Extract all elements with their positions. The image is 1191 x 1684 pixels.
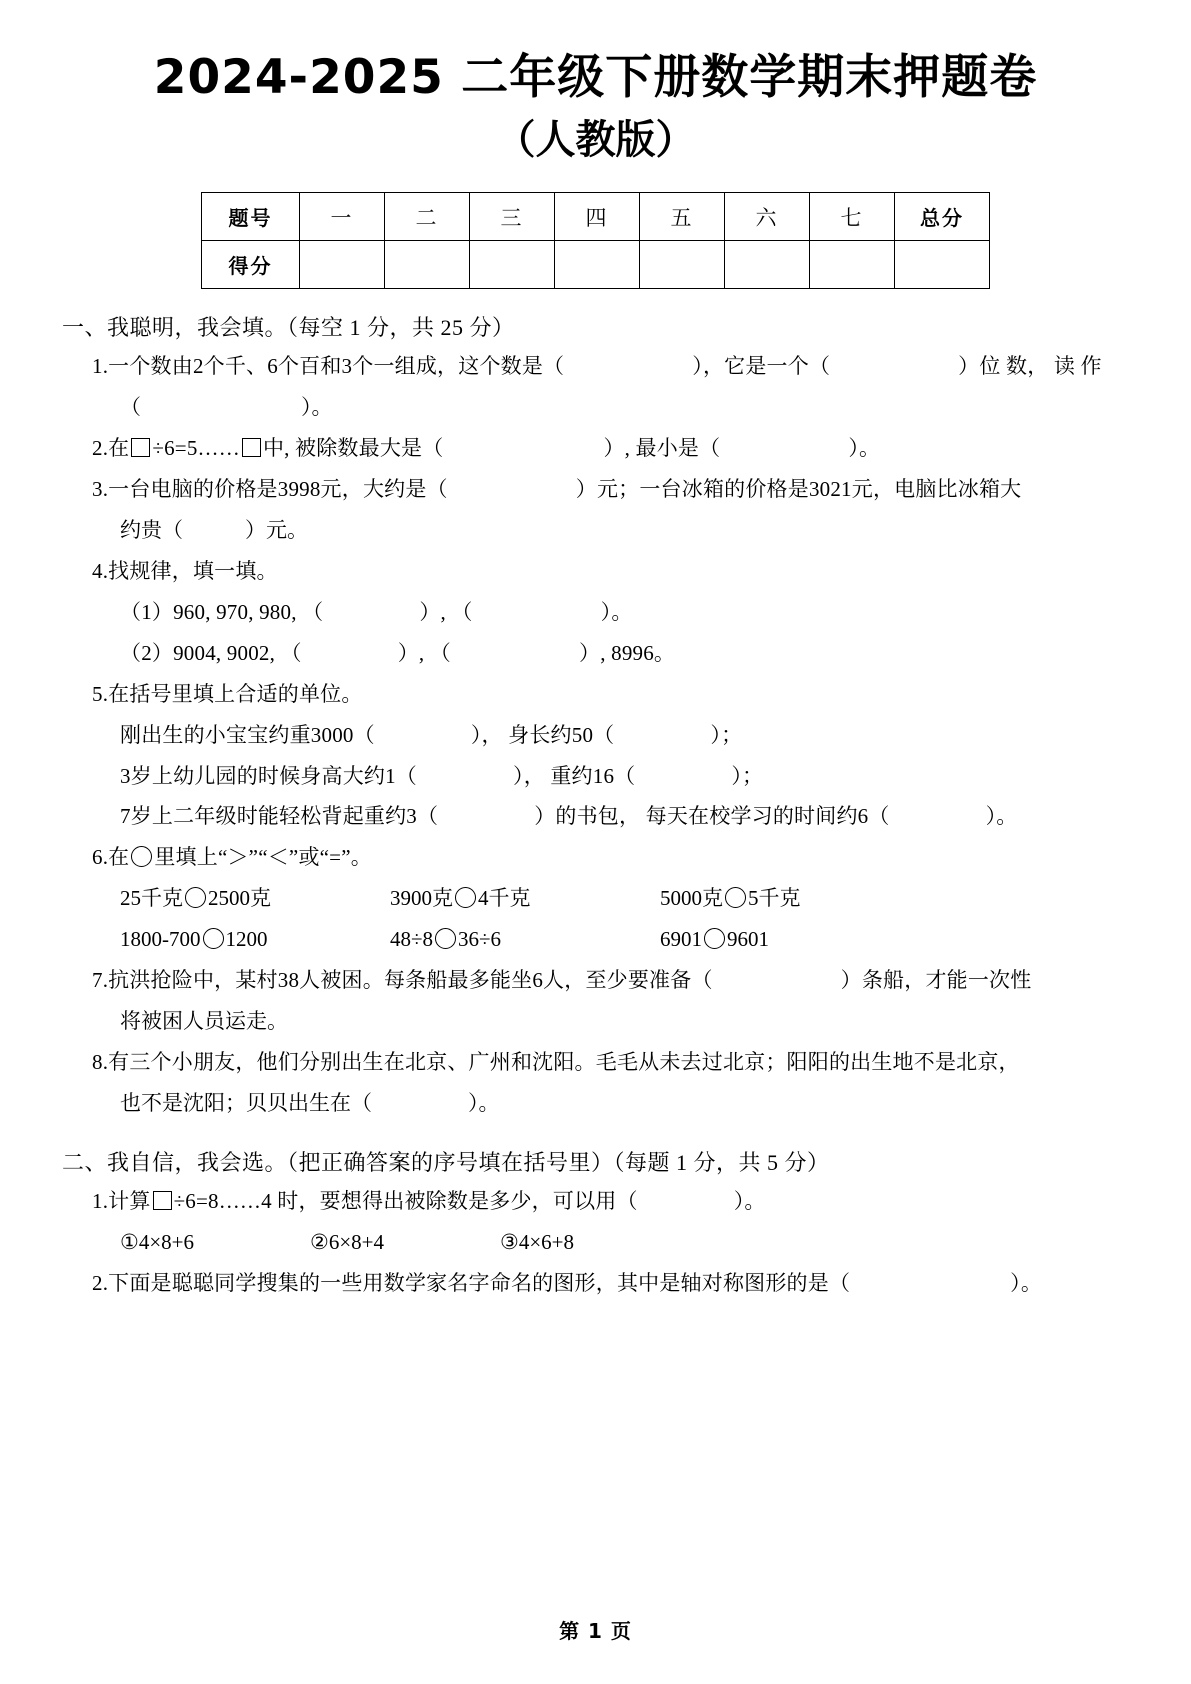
q1-5-sub3-a: 7岁上二年级时能轻松背起重约3（ bbox=[120, 804, 439, 829]
score-cell-1[interactable] bbox=[300, 241, 385, 289]
question-1-1-line2 bbox=[120, 387, 1129, 428]
q2-2-text-b: ）。 bbox=[1010, 1270, 1043, 1295]
q2-1-text-b: ÷6=8……4 时，要想得出被除数是多少，可以用（ bbox=[173, 1188, 638, 1213]
question-1-3-line2 bbox=[120, 510, 1129, 551]
q1-6-text-a: 6.在 bbox=[92, 845, 130, 870]
score-table-wrap bbox=[62, 192, 1129, 289]
question-1-3 bbox=[92, 469, 1129, 510]
q1-7-text-a: 7.抗洪抢险中，某村38人被困。每条船最多能坐6人，至少要准备（ bbox=[92, 968, 713, 993]
q1-4-sub2-a: （2）9004, 9002, （ bbox=[120, 640, 302, 665]
cmp-3-left: 5000克 bbox=[660, 886, 723, 911]
score-table-row-label: 题号 bbox=[202, 193, 300, 241]
box-placeholder-icon bbox=[242, 438, 261, 457]
question-1-5-sub2 bbox=[120, 756, 1129, 797]
compare-item-4[interactable] bbox=[120, 919, 390, 960]
q1-2-text-d: ）, 最小是（ bbox=[603, 436, 721, 461]
table-row bbox=[202, 241, 990, 289]
q1-7-text-b: ）条船，才能一次性 bbox=[840, 968, 1032, 993]
table-row bbox=[202, 193, 990, 241]
question-1-6-row1 bbox=[120, 878, 1129, 919]
section-heading-2: 二、我自信，我会选。（把正确答案的序号填在括号里）（每题 1 分，共 5 分） bbox=[62, 1149, 830, 1175]
question-1-8: 8.有三个小朋友，他们分别出生在北京、广州和沈阳。毛毛从未去过北京；阳阳的出生地不是北京， bbox=[92, 1050, 1020, 1075]
q1-3-text-a: 3.一台电脑的价格是3998元，大约是（ bbox=[92, 476, 448, 501]
score-cell-total[interactable] bbox=[895, 241, 990, 289]
option-a[interactable]: ①4×8+6 bbox=[120, 1229, 195, 1254]
q1-5-sub2-c: ）； bbox=[731, 763, 764, 788]
circle-answer-blank[interactable] bbox=[203, 928, 224, 949]
q1-1-text-c: ）位 数， 读 作 bbox=[958, 354, 1102, 379]
cmp-2-right: 4千克 bbox=[478, 886, 531, 911]
q1-5-sub1-c: ）； bbox=[710, 722, 743, 747]
score-table bbox=[201, 192, 990, 289]
compare-item-3[interactable] bbox=[660, 878, 801, 919]
box-placeholder-icon bbox=[131, 438, 150, 457]
score-table-col-7: 七 bbox=[810, 193, 895, 241]
q2-2-text-a: 2.下面是聪聪同学搜集的一些用数学家名字命名的图形，其中是轴对称图形的是（ bbox=[92, 1270, 851, 1295]
question-1-1 bbox=[92, 346, 1129, 387]
option-b[interactable]: ②6×8+4 bbox=[310, 1229, 385, 1254]
score-table-col-2: 二 bbox=[385, 193, 470, 241]
question-1-5: 5.在括号里填上合适的单位。 bbox=[92, 681, 363, 706]
q1-2-text-c: 中, 被除数最大是（ bbox=[262, 436, 444, 461]
circle-placeholder-icon bbox=[131, 846, 152, 867]
page-title: 2024-2025 二年级下册数学期末押题卷 bbox=[153, 50, 1038, 105]
score-cell-5[interactable] bbox=[640, 241, 725, 289]
cmp-1-right: 2500克 bbox=[208, 886, 271, 911]
cmp-5-left: 48÷8 bbox=[390, 927, 434, 952]
q1-6-text-b: 里填上“＞”“＜”或“=”。 bbox=[154, 845, 372, 870]
q1-5-sub3-b: ）的书包， 每天在校学习的时间约6（ bbox=[534, 804, 890, 829]
question-1-2 bbox=[92, 428, 1129, 469]
compare-item-2[interactable] bbox=[390, 878, 660, 919]
score-table-col-5: 五 bbox=[640, 193, 725, 241]
cmp-6-right: 9601 bbox=[727, 927, 769, 952]
q1-5-sub1-b: ）， 身长约50（ bbox=[470, 722, 615, 747]
cmp-5-right: 36÷6 bbox=[458, 927, 502, 952]
circle-answer-blank[interactable] bbox=[704, 928, 725, 949]
question-1-7 bbox=[92, 960, 1129, 1001]
compare-item-1[interactable] bbox=[120, 878, 390, 919]
question-1-5-sub1 bbox=[120, 715, 1129, 756]
question-1-6 bbox=[92, 837, 1129, 878]
q1-4-sub1-c: ）。 bbox=[600, 599, 633, 624]
q1-5-sub1-a: 刚出生的小宝宝约重3000（ bbox=[120, 722, 375, 747]
score-table-col-4: 四 bbox=[555, 193, 640, 241]
q1-5-sub2-b: ）， 重约16（ bbox=[513, 763, 636, 788]
q1-1-text-b: ），它是一个（ bbox=[692, 354, 831, 379]
question-1-7-line2: 将被困人员运走。 bbox=[120, 1009, 288, 1034]
q1-3-text-c: 约贵（ bbox=[120, 517, 183, 542]
score-table-col-1: 一 bbox=[300, 193, 385, 241]
section-heading-1: 一、我聪明，我会填。（每空 1 分，共 25 分） bbox=[62, 315, 515, 341]
q1-2-text-e: ）。 bbox=[848, 436, 881, 461]
question-1-4-sub1 bbox=[120, 592, 1129, 633]
circle-answer-blank[interactable] bbox=[435, 928, 456, 949]
cmp-4-right: 1200 bbox=[225, 927, 268, 952]
cmp-1-left: 25千克 bbox=[120, 886, 183, 911]
score-cell-4[interactable] bbox=[555, 241, 640, 289]
q1-3-text-d: ）元。 bbox=[245, 517, 308, 542]
page-footer: 第 1 页 bbox=[559, 1619, 632, 1643]
question-2-1 bbox=[92, 1181, 1129, 1222]
q1-5-sub3-c: ）。 bbox=[985, 804, 1018, 829]
score-cell-6[interactable] bbox=[725, 241, 810, 289]
score-table-total-label: 总分 bbox=[895, 193, 990, 241]
compare-item-5[interactable] bbox=[390, 919, 660, 960]
compare-item-6[interactable] bbox=[660, 919, 769, 960]
q1-1-text-d: （ bbox=[120, 395, 141, 420]
score-cell-7[interactable] bbox=[810, 241, 895, 289]
cmp-3-right: 5千克 bbox=[748, 886, 801, 911]
q1-4-sub1-a: （1）960, 970, 980, （ bbox=[120, 599, 324, 624]
score-cell-2[interactable] bbox=[385, 241, 470, 289]
q1-4-sub1-b: ）, （ bbox=[419, 599, 473, 624]
option-c[interactable]: ③4×6+8 bbox=[500, 1229, 575, 1254]
q1-2-text-b: ÷6=5…… bbox=[152, 436, 240, 461]
question-2-1-options bbox=[120, 1222, 1129, 1263]
q1-2-text-a: 2.在 bbox=[92, 436, 130, 461]
score-cell-3[interactable] bbox=[470, 241, 555, 289]
question-2-2 bbox=[92, 1263, 1129, 1304]
circle-answer-blank[interactable] bbox=[725, 887, 746, 908]
score-table-row-label-2: 得分 bbox=[202, 241, 300, 289]
question-1-6-row2 bbox=[120, 919, 1129, 960]
q1-1-text-a: 1.一个数由2个千、6个百和3个一组成，这个数是（ bbox=[92, 354, 565, 379]
q1-4-sub2-c: ）, 8996。 bbox=[579, 640, 676, 665]
score-table-col-3: 三 bbox=[470, 193, 555, 241]
score-table-col-6: 六 bbox=[725, 193, 810, 241]
q1-1-text-e: ）。 bbox=[301, 395, 333, 420]
circle-answer-blank[interactable] bbox=[185, 887, 206, 908]
page-subtitle: （人教版） bbox=[495, 117, 696, 164]
q1-8-text-b: ）。 bbox=[468, 1091, 500, 1116]
q2-1-text-c: ）。 bbox=[733, 1188, 766, 1213]
question-1-5-sub3 bbox=[120, 796, 1129, 837]
cmp-6-left: 6901 bbox=[660, 927, 702, 952]
circle-answer-blank[interactable] bbox=[455, 887, 476, 908]
q1-3-text-b: ）元；一台冰箱的价格是3021元，电脑比冰箱大 bbox=[575, 476, 1022, 501]
q2-1-text-a: 1.计算 bbox=[92, 1188, 151, 1213]
question-1-8-line2 bbox=[120, 1083, 1129, 1124]
question-1-4-sub2 bbox=[120, 633, 1129, 674]
question-1-4: 4.找规律，填一填。 bbox=[92, 558, 278, 583]
q1-5-sub2-a: 3岁上幼儿园的时候身高大约1（ bbox=[120, 763, 417, 788]
cmp-2-left: 3900克 bbox=[390, 886, 453, 911]
cmp-4-left: 1800-700 bbox=[120, 927, 201, 952]
q1-8-text-a: 也不是沈阳；贝贝出生在（ bbox=[120, 1091, 372, 1116]
box-placeholder-icon bbox=[153, 1191, 172, 1210]
q1-4-sub2-b: ）, （ bbox=[397, 640, 452, 665]
